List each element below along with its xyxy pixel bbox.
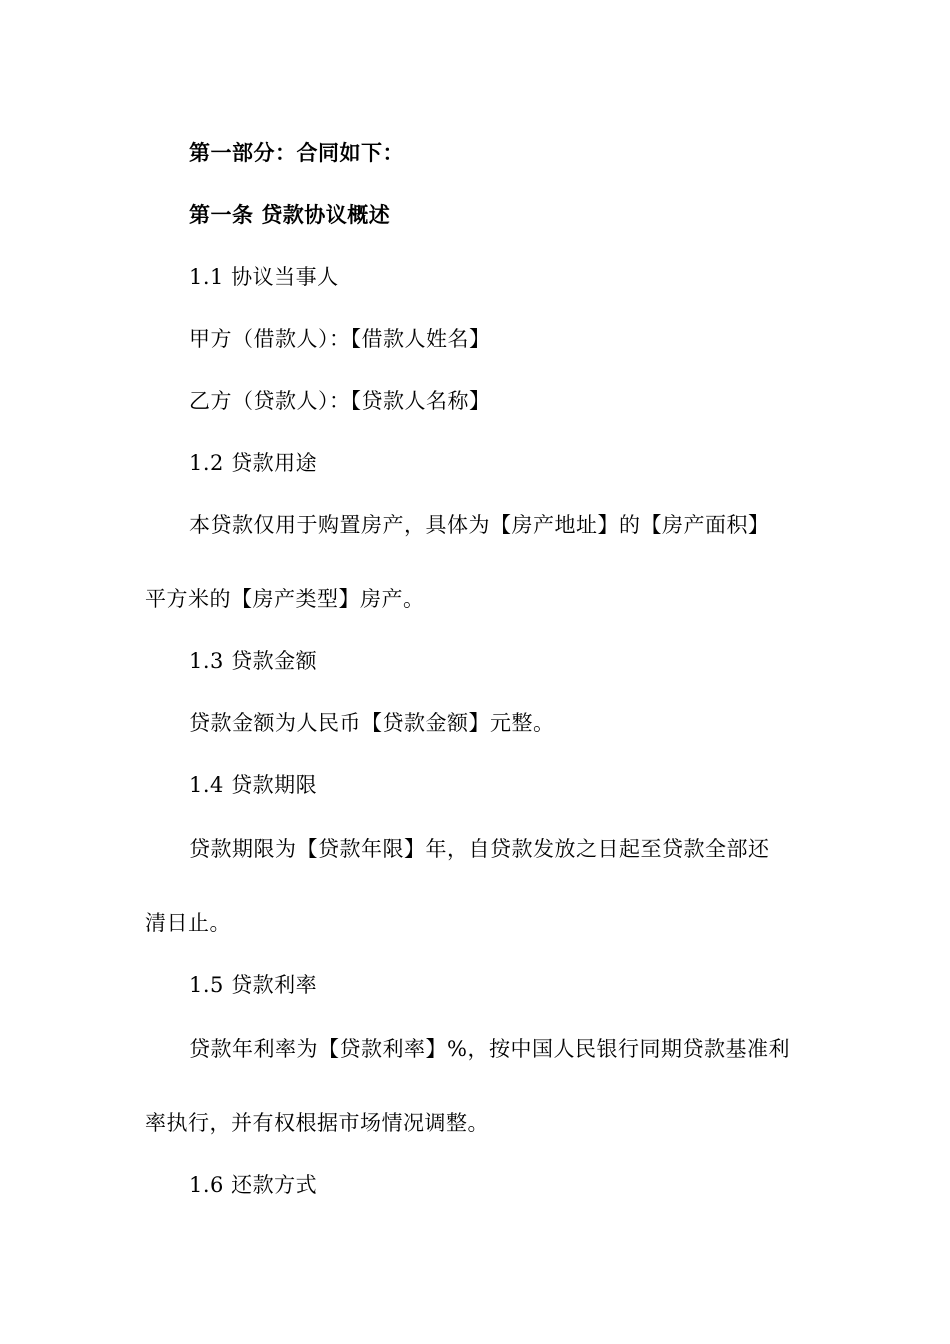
section-heading-1-6: 1.6 还款方式 <box>189 1173 318 1197</box>
term-paragraph-line-2: 清日止。 <box>145 911 231 935</box>
purpose-paragraph-line-2: 平方米的【房产类型】房产。 <box>145 587 425 611</box>
section-heading-1-4: 1.4 贷款期限 <box>189 773 318 797</box>
section-heading-1-2: 1.2 贷款用途 <box>189 451 318 475</box>
section-heading-1-1: 1.1 协议当事人 <box>189 265 339 289</box>
party-b-line: 乙方（贷款人）：【贷款人名称】 <box>189 389 491 413</box>
purpose-paragraph-line-1: 本贷款仅用于购置房产，具体为【房产地址】的【房产面积】 <box>189 513 770 537</box>
amount-paragraph: 贷款金额为人民币【贷款金额】元整。 <box>189 711 555 735</box>
term-paragraph-line-1: 贷款期限为【贷款年限】年，自贷款发放之日起至贷款全部还 <box>189 837 770 861</box>
section-heading-1-5: 1.5 贷款利率 <box>189 973 318 997</box>
article-heading: 第一条 贷款协议概述 <box>189 203 391 227</box>
party-a-line: 甲方（借款人）：【借款人姓名】 <box>189 327 491 351</box>
part-heading: 第一部分：合同如下： <box>189 141 404 165</box>
rate-paragraph-line-2: 率执行，并有权根据市场情况调整。 <box>145 1111 489 1135</box>
section-heading-1-3: 1.3 贷款金额 <box>189 649 318 673</box>
rate-paragraph-line-1: 贷款年利率为【贷款利率】%，按中国人民银行同期贷款基准利 <box>189 1037 790 1061</box>
